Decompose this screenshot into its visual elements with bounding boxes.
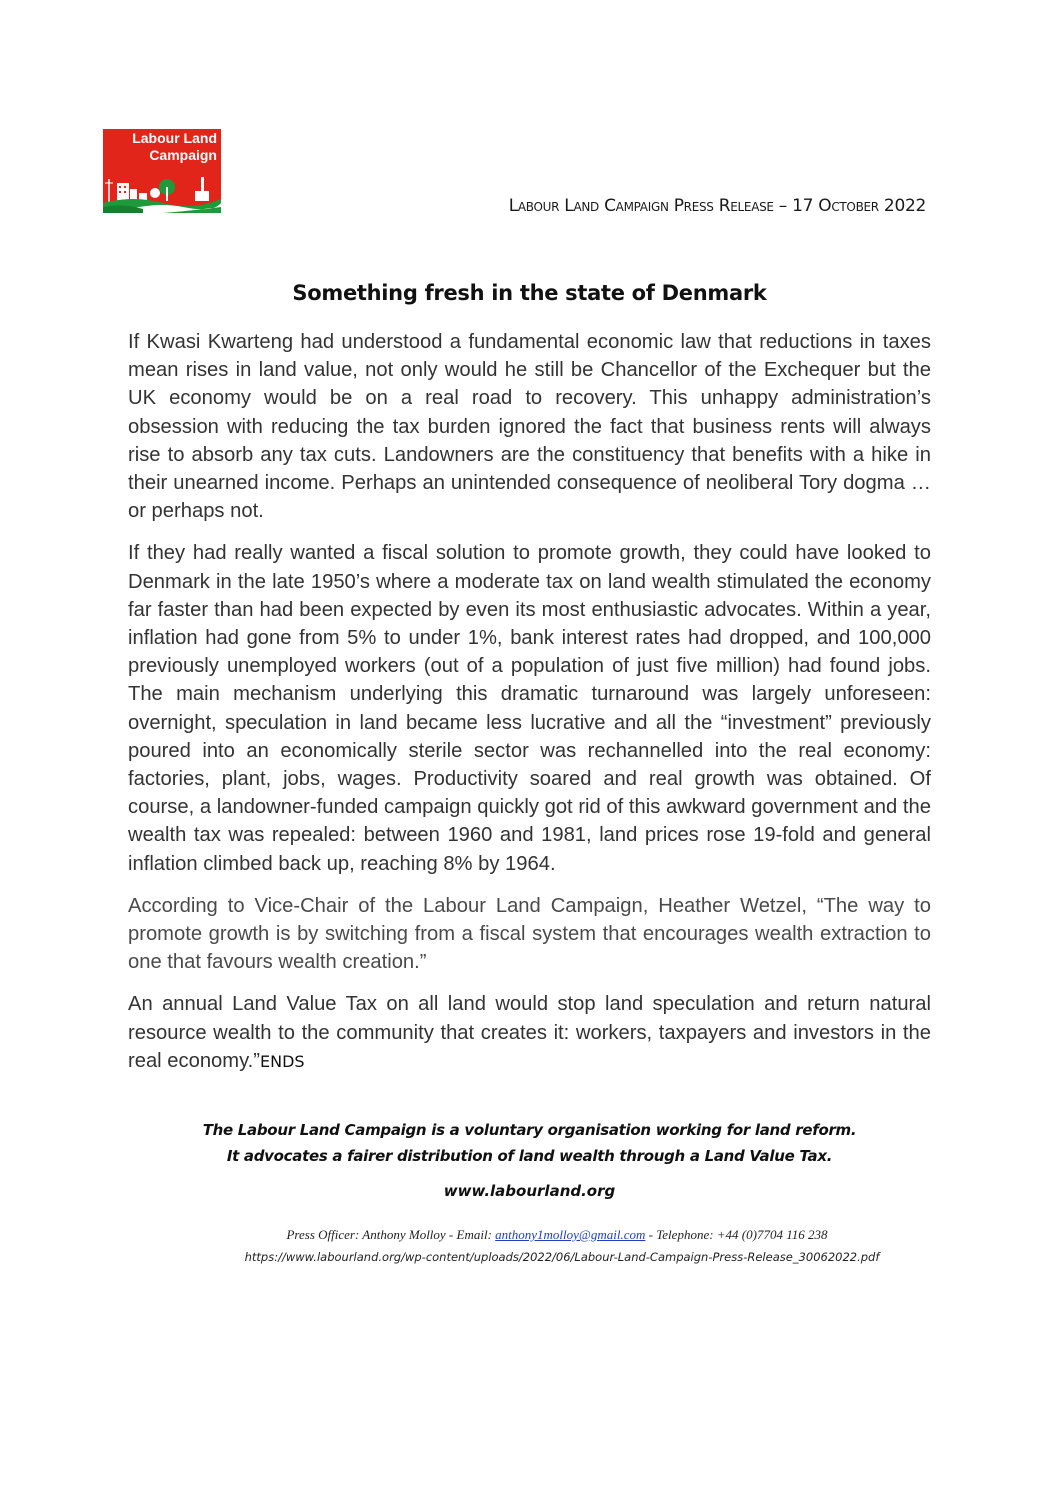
press-release-header: Labour Land Campaign Press Release – 17 October 2022 xyxy=(508,196,926,216)
article-body xyxy=(128,328,931,1090)
paragraph-2: If they had really wanted a fiscal solution to promote growth, they could have looked to Denmark in the late 1950’s where a moderate tax on land wealth stimulated the economy far faster than had been expected by even its most enthusiastic advocates. Within a year, inflation had gone from 5% to under 1%, bank interest rates had dropped, and 100,000 previously unemployed workers (out of a population of just five million) had found jobs. The main mechanism underlying this dramatic turnaround was largely unforeseen: overnight, speculation in land became less lucrative and all the “investment” previously poured into an economically sterile sector was rechannelled into the real economy: factories, plant, jobs, wages. Productivity soared and real growth was obtained. Of course, a landowner-funded campaign quickly got rid of this awkward government and the wealth tax was repealed: between 1960 and 1981, land prices rose 19-fold and general inflation climbed back up, reaching 8% by 1964. xyxy=(128,542,931,875)
paragraph-4-text: An annual Land Value Tax on all land would stop land speculation and return natural resource wealth to the community that creates it: workers, taxpayers and investors in the real economy.” xyxy=(128,993,931,1072)
press-contact xyxy=(128,1227,986,1243)
logo-wordmark xyxy=(103,130,217,164)
contact-separator: - xyxy=(645,1227,657,1242)
logo-landscape-icon xyxy=(103,173,221,213)
source-url: https://www.labourland.org/wp-content/uploads/2022/06/Labour-Land-Campaign-Press-Release_30062022.pdf xyxy=(244,1250,880,1264)
telephone-text: Telephone: +44 (0)7704 116 238 xyxy=(656,1227,828,1242)
ends-marker: ENDS xyxy=(260,1051,305,1071)
contact-prefix: Press Officer: Anthony Molloy - Email: xyxy=(286,1227,496,1242)
page-title: Something fresh in the state of Denmark xyxy=(292,281,767,305)
organisation-statement xyxy=(128,1117,931,1169)
logo-line-1: Labour Land xyxy=(132,130,217,146)
paragraph-3: According to Vice-Chair of the Labour Land Campaign, Heather Wetzel, “The way to promote growth is by switching from a fiscal system that encourages wealth extraction to one that favours wealth creation.” xyxy=(128,894,931,974)
organisation-line-2: It advocates a fairer distribution of land wealth through a Land Value Tax. xyxy=(226,1147,833,1165)
labour-land-campaign-logo xyxy=(103,129,221,213)
paragraph-1: If Kwasi Kwarteng had understood a fundamental economic law that reductions in taxes mean rises in land value, not only would he still be Chancellor of the Exchequer but the UK economy would be on a real road to recovery. This unhappy administration’s obsession with reducing the tax burden ignored the fact that business rents will always rise to absorb any tax cuts. Landowners are the constituency that benefits with a hike in their unearned income. Perhaps an unintended consequence of neoliberal Tory dogma … or perhaps not. xyxy=(128,331,931,523)
organisation-line-1: The Labour Land Campaign is a voluntary organisation working for land reform. xyxy=(202,1121,857,1139)
email-link[interactable]: anthony1molloy@gmail.com xyxy=(495,1227,646,1242)
website-text: www.labourland.org xyxy=(443,1182,616,1200)
paragraph-4 xyxy=(128,990,931,1076)
logo-line-2: Campaign xyxy=(149,147,217,163)
